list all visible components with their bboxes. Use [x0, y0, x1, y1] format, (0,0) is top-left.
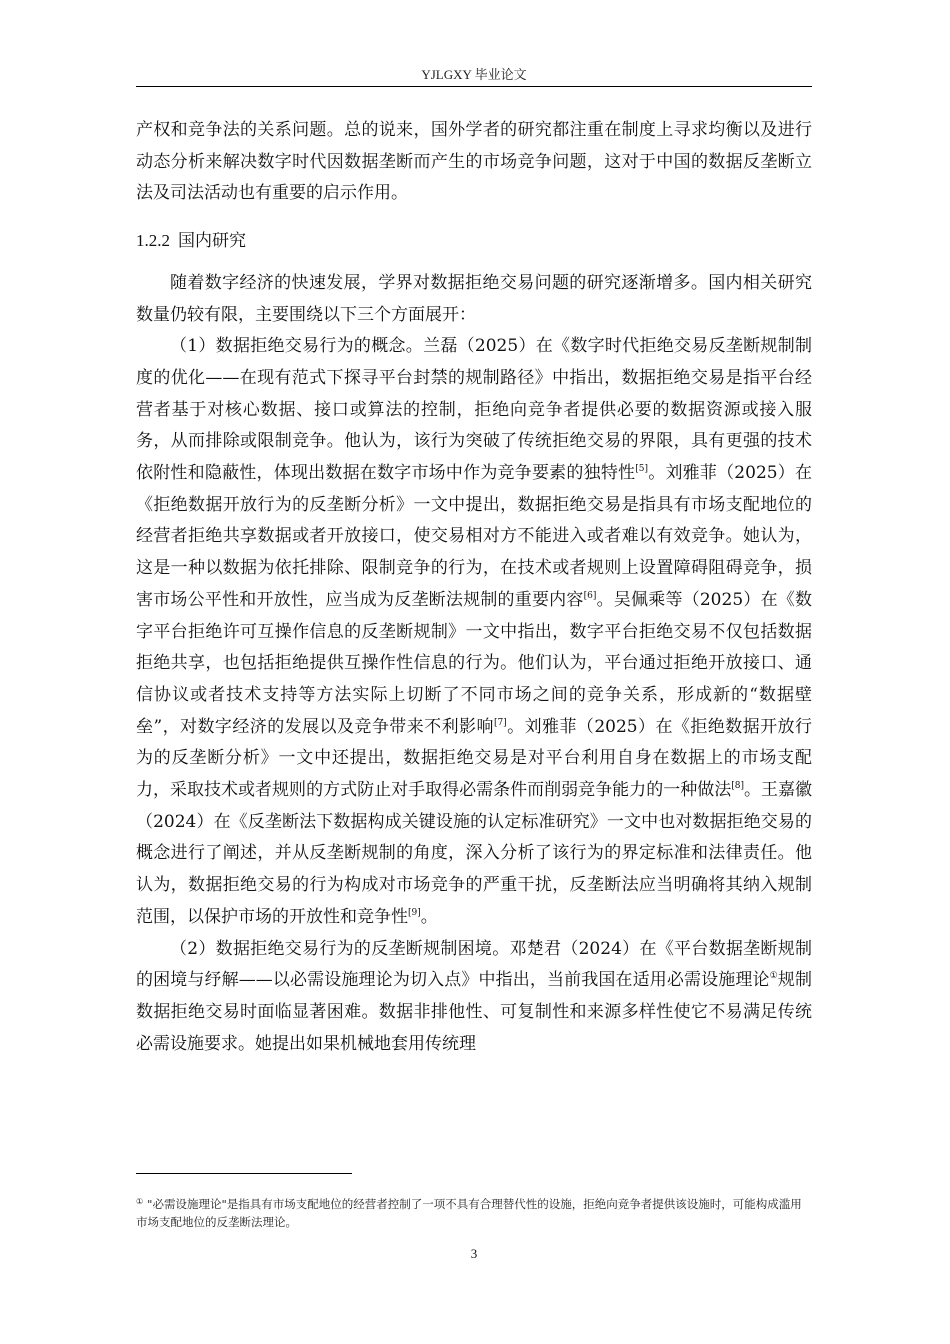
- text-span: 。: [420, 906, 438, 927]
- header-rule: [136, 86, 812, 87]
- footnote-marker: ①: [769, 971, 778, 982]
- paragraph-overview: 随着数字经济的快速发展，学界对数据拒绝交易问题的研究逐渐增多。国内相关研究数量仍较有限，主要围绕以下三个方面展开：: [136, 272, 812, 325]
- running-header: YJLGXY 毕业论文: [421, 67, 527, 82]
- citation-ref: [6]: [583, 590, 597, 601]
- text-span: （2）数据拒绝交易行为的反垄断规制困境。邓楚君（2024）在《平台数据垄断规制的困境与纾解——以必需设施理论为切入点》中指出，当前我国在适用必需设施理论: [136, 938, 812, 991]
- text-span: 。刘雅菲（2025）在《拒绝数据开放行为的反垄断分析》一文中提出，数据拒绝交易是指具有市场支配地位的经营者拒绝共享数据或者开放接口，使交易相对方不能进入或者难以有效竞争。她认为，这是一种以数据为依托排除、限制竞争的行为，在技术或者规则上设置障碍阻碍竞争，损害市场公平性和开放性，应当成为反垄断法规制的重要内容: [136, 463, 813, 610]
- section-title: 国内研究: [178, 231, 246, 252]
- text-span: 。王嘉徽（2024）在《反垄断法下数据构成关键设施的认定标准研究》一文中也对数据拒绝交易的概念进行了阐述，并从反垄断规制的角度，深入分析了该行为的界定标准和法律责任。他认为，数据拒绝交易的行为构成对市场竞争的严重干扰，反垄断法应当明确将其纳入规制范围，以保护市场的开放性和竞争性: [136, 780, 813, 927]
- citation-ref: [5]: [635, 464, 649, 475]
- footnote-rule: [136, 1173, 352, 1174]
- section-heading: [136, 225, 812, 258]
- citation-ref: [7]: [493, 717, 507, 728]
- citation-ref: [8]: [731, 781, 744, 792]
- body-text: [136, 115, 812, 1060]
- paragraph-dilemma: [136, 934, 812, 1061]
- footnote-marker: ①: [136, 1197, 144, 1206]
- paragraph-concept: [136, 331, 812, 933]
- text-span: （1）数据拒绝交易行为的概念。兰磊（2025）在《数字时代拒绝交易反垄断规制制度的优化——在现有范式下探寻平台封禁的规制路径》中指出，数据拒绝交易是指平台经营者基于对核心数据、接口或算法的控制，拒绝向竞争者提供必要的数据资源或接入服务，从而排除或限制竞争。他认为，该行为突破了传统拒绝交易的界限，具有更强的技术依附性和隐蔽性，体现出数据在数字市场中作为竞争要素的独特性: [136, 336, 812, 484]
- citation-ref: [9]: [408, 907, 421, 918]
- footnote: [136, 1193, 812, 1231]
- footnote-text: "必需设施理论"是指具有市场支配地位的经营者控制了一项不具有合理替代性的设施，拒绝向竞争者提供该设施时，可能构成滥用市场支配地位的反垄断法理论。: [136, 1197, 802, 1229]
- text-span: 。刘雅菲（2025）在《拒绝数据开放行为的反垄断分析》一文中还提出，数据拒绝交易是对平台利用自身在数据上的市场支配力，采取技术或者规则的方式防止对手取得必需条件而削弱竞争能力的一种做法: [136, 716, 812, 801]
- section-number: 1.2.2: [136, 231, 170, 251]
- page-number: 3: [470, 1246, 478, 1261]
- paragraph-intro-continuation: 产权和竞争法的关系问题。总的说来，国外学者的研究都注重在制度上寻求均衡以及进行动态分析来解决数字时代因数据垄断而产生的市场竞争问题，这对于中国的数据反垄断立法及司法活动也有重要的启示作用。: [136, 120, 812, 204]
- text-span: 规制数据拒绝交易时面临显著困难。数据非排他性、可复制性和来源多样性使它不易满足传统必需设施要求。她提出如果机械地套用传统理: [136, 970, 813, 1054]
- text-span: 。吴佩乘等（2025）在《数字平台拒绝许可互操作信息的反垄断规制》一文中指出，数字平台拒绝交易不仅包括数据拒绝共享，也包括拒绝提供互操作性信息的行为。他们认为，平台通过拒绝开放接口、通信协议或者技术支持等方法实际上切断了不同市场之间的竞争关系，形成新的“数据壁垒”，对数字经济的发展以及竞争带来不利影响: [136, 589, 812, 737]
